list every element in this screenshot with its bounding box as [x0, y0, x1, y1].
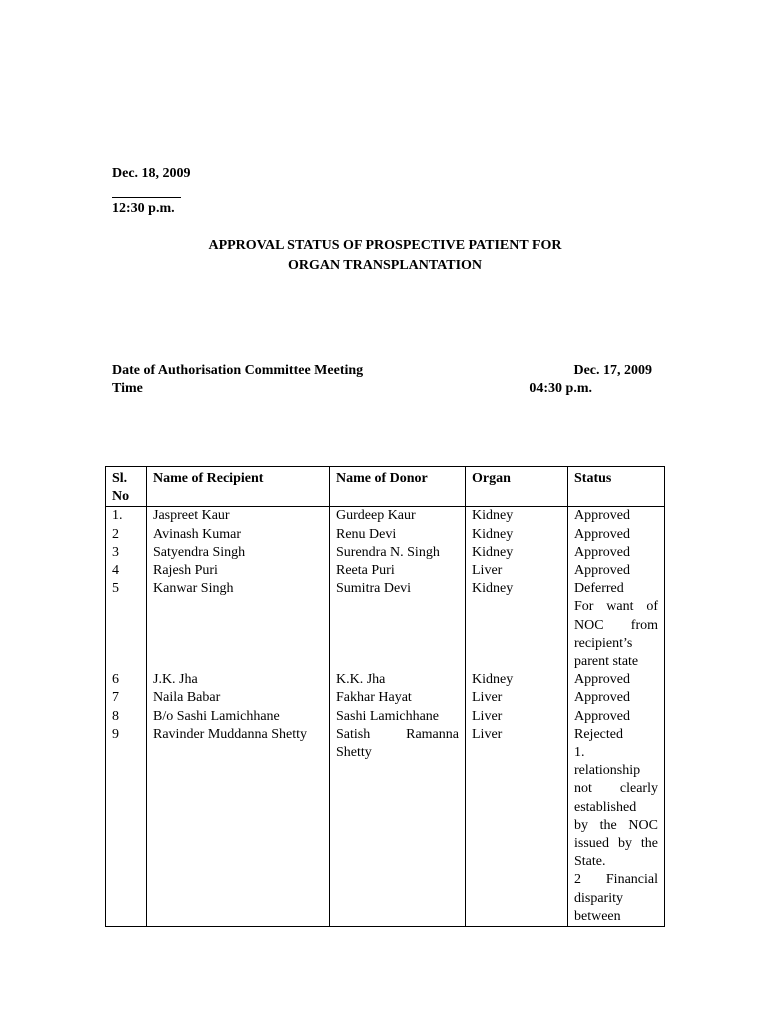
- meeting-date-row: [112, 362, 652, 380]
- status-line: parent state: [574, 654, 639, 670]
- status-line: between: [574, 908, 621, 924]
- cell-organ: Kidney: [466, 671, 568, 689]
- cell-donor: [330, 562, 466, 580]
- donor-line: Fakhar Hayat: [336, 690, 412, 706]
- header-donor: Name of Donor: [330, 467, 466, 507]
- donor-line: K.K. Jha: [336, 672, 386, 688]
- status-line: For want of: [574, 599, 658, 615]
- status-line: not clearly: [574, 781, 658, 797]
- status-line: Approved: [574, 672, 630, 688]
- cell-status: [568, 507, 665, 526]
- cell-organ: Kidney: [466, 544, 568, 562]
- cell-donor: [330, 580, 466, 671]
- cell-recipient: Jaspreet Kaur: [147, 507, 330, 526]
- cell-organ: Kidney: [466, 580, 568, 671]
- title-line-1: APPROVAL STATUS OF PROSPECTIVE PATIENT FOR: [208, 238, 562, 253]
- status-line: Approved: [574, 526, 630, 542]
- status-line: disparity: [574, 890, 623, 906]
- cell-sl-no: 5: [106, 580, 147, 671]
- cell-recipient: Ravinder Muddanna Shetty: [147, 726, 330, 927]
- status-line: established: [574, 799, 637, 815]
- cell-organ: Kidney: [466, 526, 568, 544]
- cell-status: [568, 580, 665, 671]
- cell-status: [568, 671, 665, 689]
- cell-sl-no: 8: [106, 708, 147, 726]
- table-row: [106, 708, 665, 726]
- table-header-row: [106, 467, 665, 507]
- cell-donor: [330, 507, 466, 526]
- meeting-info: [112, 362, 652, 398]
- header-status: Status: [568, 467, 665, 507]
- title-line-2: ORGAN TRANSPLANTATION: [287, 258, 483, 273]
- status-line: State.: [574, 854, 606, 870]
- cell-status: [568, 726, 665, 927]
- cell-status: [568, 562, 665, 580]
- status-line: Approved: [574, 690, 630, 706]
- table-row: [106, 580, 665, 671]
- table-row: [106, 544, 665, 562]
- cell-status: [568, 689, 665, 707]
- table-row: [106, 507, 665, 526]
- donor-line: Renu Devi: [336, 526, 397, 542]
- header-organ: Organ: [466, 467, 568, 507]
- cell-donor: [330, 671, 466, 689]
- status-line: Approved: [574, 563, 630, 579]
- status-line: 1.: [574, 745, 585, 761]
- table-row: [106, 726, 665, 927]
- approval-status-table: [105, 466, 665, 927]
- status-line: Rejected: [574, 726, 623, 742]
- document-title: [100, 236, 670, 276]
- cell-organ: Liver: [466, 726, 568, 927]
- cell-recipient: J.K. Jha: [147, 671, 330, 689]
- donor-line: Surendra N. Singh: [336, 544, 440, 560]
- cell-organ: Kidney: [466, 507, 568, 526]
- cell-recipient: Satyendra Singh: [147, 544, 330, 562]
- cell-sl-no: 3: [106, 544, 147, 562]
- cell-recipient: B/o Sashi Lamichhane: [147, 708, 330, 726]
- status-line: Approved: [574, 544, 630, 560]
- donor-line: Shetty: [336, 745, 372, 761]
- meeting-time-label: Time: [112, 381, 143, 396]
- cell-organ: Liver: [466, 708, 568, 726]
- cell-donor: [330, 689, 466, 707]
- cell-donor: [330, 708, 466, 726]
- status-line: Approved: [574, 708, 630, 724]
- cell-sl-no: 6: [106, 671, 147, 689]
- status-line: NOC from: [574, 617, 658, 633]
- status-line: 2 Financial: [574, 872, 658, 888]
- meeting-time-value: 04:30 p.m.: [529, 381, 592, 396]
- cell-sl-no: 2: [106, 526, 147, 544]
- cell-donor: [330, 544, 466, 562]
- document-date: Dec. 18, 2009: [112, 166, 191, 181]
- cell-sl-no: 1.: [106, 507, 147, 526]
- status-line: relationship: [574, 763, 641, 779]
- donor-line: Satish Ramanna: [336, 726, 459, 742]
- table-row: [106, 689, 665, 707]
- status-line: by the NOC: [574, 817, 658, 833]
- cell-sl-no: 9: [106, 726, 147, 927]
- meeting-date-value: Dec. 17, 2009: [573, 363, 652, 378]
- cell-sl-no: 4: [106, 562, 147, 580]
- meeting-date-label: Date of Authorisation Committee Meeting: [112, 363, 364, 378]
- cell-status: [568, 526, 665, 544]
- cell-recipient: Avinash Kumar: [147, 526, 330, 544]
- cell-recipient: Kanwar Singh: [147, 580, 330, 671]
- cell-sl-no: 7: [106, 689, 147, 707]
- status-line: Approved: [574, 508, 630, 524]
- status-line: recipient’s: [574, 635, 633, 651]
- header-recipient: Name of Recipient: [147, 467, 330, 507]
- meeting-time-row: [112, 380, 652, 398]
- table-row: [106, 562, 665, 580]
- table-row: [106, 526, 665, 544]
- cell-donor: [330, 726, 466, 927]
- donor-line: Sumitra Devi: [336, 581, 412, 597]
- cell-donor: [330, 526, 466, 544]
- document-time: 12:30 p.m.: [112, 201, 175, 216]
- cell-status: [568, 544, 665, 562]
- header-sl-no: Sl. No: [106, 467, 147, 507]
- table-body: [106, 507, 665, 927]
- cell-recipient: Naila Babar: [147, 689, 330, 707]
- donor-line: Reeta Puri: [336, 563, 395, 579]
- cell-status: [568, 708, 665, 726]
- date-underline: [112, 197, 181, 198]
- cell-organ: Liver: [466, 562, 568, 580]
- status-line: issued by the: [574, 836, 658, 852]
- cell-organ: Liver: [466, 689, 568, 707]
- donor-line: Gurdeep Kaur: [336, 508, 416, 524]
- cell-recipient: Rajesh Puri: [147, 562, 330, 580]
- donor-line: Sashi Lamichhane: [336, 708, 440, 724]
- table-row: [106, 671, 665, 689]
- status-line: Deferred: [574, 581, 624, 597]
